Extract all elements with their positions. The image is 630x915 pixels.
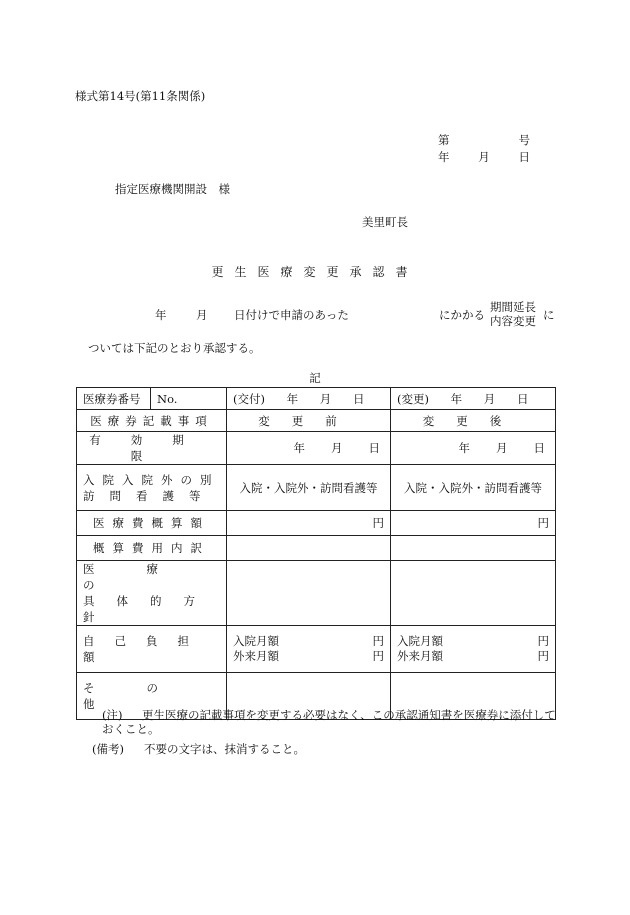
body-line2: ついては下記のとおり承認する。 bbox=[88, 341, 261, 355]
burden-before-outpatient-yen: 円 bbox=[372, 649, 384, 663]
remarks-text: 不要の文字は、抹消すること。 bbox=[144, 742, 305, 756]
ref-dai-label: 第 bbox=[438, 133, 450, 147]
validity-row bbox=[77, 432, 556, 465]
type-label-1: 入院入院外の別 bbox=[83, 472, 220, 487]
items-label: 医療券記載事項 bbox=[77, 410, 227, 432]
policy-label-1: 医療の bbox=[83, 562, 210, 592]
approval-table bbox=[76, 387, 556, 720]
reference-number-block bbox=[438, 132, 530, 166]
breakdown-row bbox=[77, 536, 556, 561]
validity-before-month: 月 bbox=[331, 441, 343, 455]
ki-heading: 記 bbox=[309, 371, 321, 385]
cost-before-yen: 円 bbox=[227, 511, 391, 536]
changed-year: 年 bbox=[450, 391, 463, 406]
type-label-2: 訪問看護等 bbox=[83, 488, 216, 503]
validity-before-day: 日 bbox=[368, 441, 380, 455]
policy-row bbox=[77, 561, 556, 626]
breakdown-before bbox=[227, 536, 391, 561]
burden-before-inpatient-yen: 円 bbox=[372, 634, 384, 648]
changed-month: 月 bbox=[483, 391, 496, 406]
burden-after-inpatient: 入院月額 bbox=[397, 634, 443, 648]
policy-label-2: 具体的方針 bbox=[83, 594, 217, 624]
option-stack bbox=[490, 300, 536, 328]
issued-day: 日 bbox=[352, 391, 365, 406]
body-ni: に bbox=[543, 308, 555, 322]
body-nikakaru: にかかる bbox=[439, 308, 485, 322]
validity-after-day: 日 bbox=[533, 441, 545, 455]
voucher-row bbox=[77, 388, 556, 410]
type-row bbox=[77, 465, 556, 511]
changed-date-cell bbox=[391, 388, 556, 410]
burden-row bbox=[77, 626, 556, 673]
body-date-text: 日付けで申請のあった bbox=[234, 308, 349, 322]
date-day-label: 日 bbox=[518, 150, 530, 164]
cost-row bbox=[77, 511, 556, 536]
breakdown-after bbox=[391, 536, 556, 561]
burden-after-outpatient: 外来月額 bbox=[397, 649, 443, 663]
cost-label: 医療費概算額 bbox=[77, 511, 227, 536]
option-extend: 期間延長 bbox=[490, 300, 536, 314]
form-number: 様式第14号(第11条関係) bbox=[75, 89, 206, 103]
policy-label-cell bbox=[77, 561, 227, 626]
issued-date-cell bbox=[227, 388, 391, 410]
body-month: 月 bbox=[196, 308, 208, 322]
changed-label: (変更) bbox=[397, 391, 429, 406]
addressee: 指定医療機関開設 様 bbox=[115, 182, 230, 196]
option-change: 内容変更 bbox=[490, 314, 536, 328]
body-year: 年 bbox=[155, 308, 167, 322]
date-month-label: 月 bbox=[478, 150, 490, 164]
burden-after-inpatient-yen: 円 bbox=[537, 634, 549, 648]
burden-after-outpatient-yen: 円 bbox=[537, 649, 549, 663]
issued-year: 年 bbox=[286, 391, 299, 406]
ref-go-label: 号 bbox=[518, 133, 530, 147]
header-row bbox=[77, 410, 556, 432]
validity-after-year: 年 bbox=[458, 441, 470, 455]
breakdown-label: 概算費用内訳 bbox=[77, 536, 227, 561]
issued-label: (交付) bbox=[233, 391, 265, 406]
voucher-no: No. bbox=[151, 388, 227, 410]
issuer: 美里町長 bbox=[362, 215, 408, 229]
document-title: 更生医療変更承認書 bbox=[211, 265, 419, 279]
burden-before bbox=[227, 626, 391, 673]
cost-after-yen: 円 bbox=[391, 511, 556, 536]
before-label: 変更前 bbox=[227, 410, 391, 432]
validity-before-year: 年 bbox=[293, 441, 305, 455]
burden-label: 自己負担額 bbox=[77, 626, 227, 673]
burden-after bbox=[391, 626, 556, 673]
validity-before bbox=[227, 432, 391, 465]
date-year-label: 年 bbox=[438, 150, 450, 164]
policy-after bbox=[391, 561, 556, 626]
remarks-label: (備考) bbox=[92, 742, 124, 756]
burden-before-outpatient: 外来月額 bbox=[233, 649, 279, 663]
note-label: (注) bbox=[102, 708, 123, 722]
policy-before bbox=[227, 561, 391, 626]
after-label: 変更後 bbox=[391, 410, 556, 432]
other-label: その他 bbox=[77, 673, 227, 720]
validity-after-month: 月 bbox=[496, 441, 508, 455]
changed-day: 日 bbox=[516, 391, 529, 406]
note-text: 更生医療の記載事項を変更する必要はなく、この承認通知書を医療券に添付しておくこと。 bbox=[102, 708, 556, 736]
burden-before-inpatient: 入院月額 bbox=[233, 634, 279, 648]
note bbox=[102, 708, 562, 736]
type-label-cell bbox=[77, 465, 227, 511]
type-before: 入院・入院外・訪問看護等 bbox=[227, 465, 391, 511]
voucher-label: 医療券番号 bbox=[77, 388, 151, 410]
remarks bbox=[92, 741, 305, 757]
validity-after bbox=[391, 432, 556, 465]
validity-label: 有効期限 bbox=[77, 432, 227, 465]
type-after: 入院・入院外・訪問看護等 bbox=[391, 465, 556, 511]
issued-month: 月 bbox=[319, 391, 332, 406]
